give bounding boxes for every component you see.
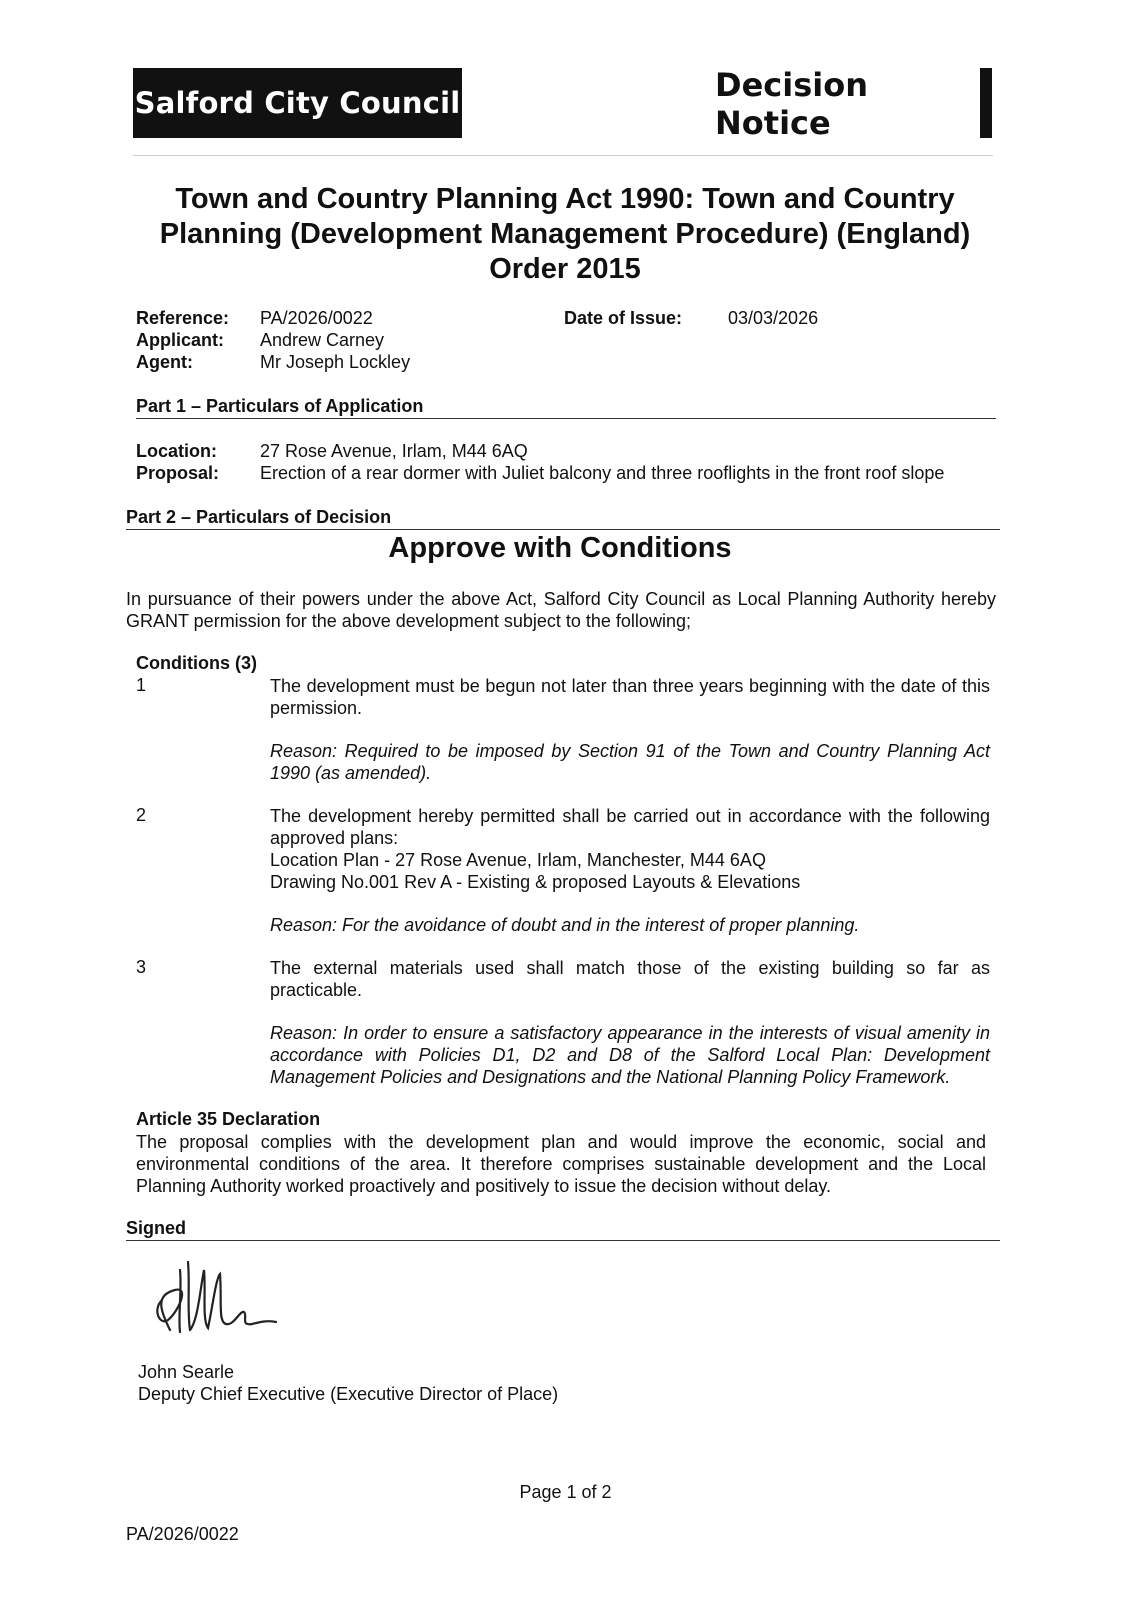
condition-2-plan-2: Drawing No.001 Rev A - Existing & proposed Layouts & Elevations — [270, 872, 801, 892]
signatory-title: Deputy Chief Executive (Executive Director of Place) — [138, 1384, 559, 1404]
reference-label: Reference: — [136, 308, 230, 328]
part1-heading: Part 1 – Particulars of Application — [136, 396, 424, 416]
article35-text: The proposal complies with the development plan and would improve the economic, social and environmental conditions of the area. It therefore comprises sustainable development and the Local Planning Authority worked proactively and positively to issue the decision without delay. — [136, 1132, 986, 1196]
date-of-issue-value: 03/03/2026 — [728, 308, 819, 328]
council-logo — [133, 68, 462, 138]
part2-heading: Part 2 – Particulars of Decision — [126, 507, 392, 527]
location-value: 27 Rose Avenue, Irlam, M44 6AQ — [260, 441, 528, 461]
notice-title-bar — [980, 68, 992, 138]
condition-1-reason: Reason: Required to be imposed by Section 91 of the Town and Country Planning Act 1990 (as amended). — [270, 741, 990, 783]
act-title-line-1: Town and Country Planning Act 1990: Town and Country — [175, 183, 955, 215]
signed-divider — [126, 1240, 1000, 1241]
condition-3-reason: Reason: In order to ensure a satisfactory appearance in the interests of visual amenity in accordance with Policies D1, D2 and D8 of the Salford Local Plan: Development Management Policies and Designations and the National Planning Policy Framework. — [270, 1023, 990, 1087]
header-divider — [133, 155, 993, 156]
signatory-name: John Searle — [138, 1362, 235, 1382]
condition-2-plan-1: Location Plan - 27 Rose Avenue, Irlam, Manchester, M44 6AQ — [270, 850, 766, 870]
condition-1-number: 1 — [136, 675, 147, 695]
part2-divider — [126, 529, 1000, 530]
signed-heading: Signed — [126, 1218, 187, 1238]
agent-value: Mr Joseph Lockley — [260, 352, 411, 372]
footer-reference: PA/2026/0022 — [126, 1524, 239, 1544]
notice-title: Decision Notice — [715, 66, 868, 142]
act-title-line-2: Planning (Development Management Procedure) (England) — [159, 218, 971, 250]
act-title — [120, 182, 1010, 287]
proposal-value: Erection of a rear dormer with Juliet balcony and three rooflights in the front roof slope — [260, 463, 945, 483]
proposal-label: Proposal: — [136, 463, 220, 483]
page-number: Page 1 of 2 — [519, 1482, 612, 1502]
condition-2-reason: Reason: For the avoidance of doubt and in the interest of proper planning. — [270, 915, 860, 935]
conditions-heading: Conditions (3) — [136, 653, 257, 673]
applicant-label: Applicant: — [136, 330, 224, 350]
agent-label: Agent: — [136, 352, 193, 372]
condition-3-number: 3 — [136, 957, 147, 977]
condition-1-text: The development must be begun not later than three years beginning with the date of this permission. — [270, 676, 990, 718]
date-of-issue-label: Date of Issue: — [564, 308, 683, 328]
applicant-value: Andrew Carney — [260, 330, 385, 350]
condition-3-text: The external materials used shall match those of the existing building so far as practicable. — [270, 958, 990, 1000]
reference-value: PA/2026/0022 — [260, 308, 373, 328]
council-name: Salford City Council — [134, 86, 461, 120]
act-title-line-3: Order 2015 — [489, 253, 641, 285]
decision-heading: Approve with Conditions — [388, 532, 732, 564]
part1-divider — [136, 418, 996, 419]
condition-2-number: 2 — [136, 805, 147, 825]
signature-image — [140, 1250, 290, 1350]
decision-intro: In pursuance of their powers under the above Act, Salford City Council as Local Planning Authority hereby GRANT permission for the above development subject to the following; — [126, 589, 996, 631]
article35-heading: Article 35 Declaration — [136, 1109, 321, 1129]
location-label: Location: — [136, 441, 217, 461]
condition-2-text: The development hereby permitted shall be carried out in accordance with the following approved plans: — [270, 806, 990, 848]
